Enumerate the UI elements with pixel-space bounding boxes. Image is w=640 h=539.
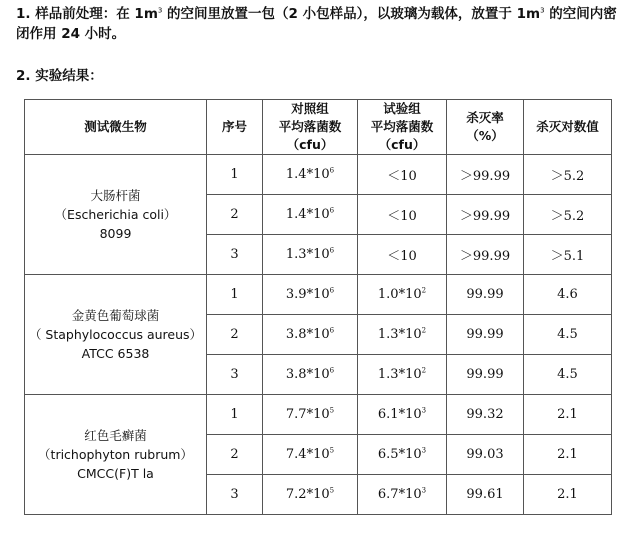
- header-test: [358, 100, 447, 155]
- test-cell: [358, 475, 447, 515]
- test-value: 1.3*10: [377, 327, 422, 342]
- log-cell: [524, 235, 612, 275]
- header-organism: 测试微生物: [25, 100, 207, 155]
- header-control-line2: 平均落菌数: [278, 119, 342, 134]
- log-value: 2.1: [557, 407, 578, 422]
- pretreatment-paragraph: [16, 4, 628, 44]
- control-exponent: 6: [329, 286, 335, 295]
- organism-strain: 8099: [99, 226, 132, 241]
- control-value: 7.7*10: [285, 407, 330, 422]
- organism-name-cn: 金黄色葡萄球菌: [71, 308, 160, 323]
- seq-value: 1: [230, 287, 239, 302]
- organism-strain: ATCC 6538: [81, 346, 150, 361]
- log-cell: [524, 315, 612, 355]
- control-exponent: 5: [329, 446, 335, 455]
- rate-cell: [447, 275, 524, 315]
- header-test-line2: 平均落菌数: [370, 119, 434, 134]
- log-value: ＞5.1: [550, 249, 585, 264]
- test-exponent: 2: [421, 366, 427, 375]
- header-test-line3: （cfu）: [378, 137, 426, 152]
- test-value: 6.5*10: [377, 447, 422, 462]
- results-heading: 2. 实验结果：: [16, 68, 103, 84]
- log-cell: [524, 395, 612, 435]
- log-cell: [524, 475, 612, 515]
- test-exponent: 2: [421, 326, 427, 335]
- rate-cell: [447, 435, 524, 475]
- rate-value: 99.99: [466, 327, 504, 342]
- test-value: 6.1*10: [377, 407, 422, 422]
- control-exponent: 5: [329, 406, 335, 415]
- rate-value: 99.32: [466, 407, 504, 422]
- rate-value: 99.03: [466, 447, 504, 462]
- log-cell: [524, 355, 612, 395]
- table-row: [25, 275, 612, 315]
- control-exponent: 6: [329, 366, 335, 375]
- seq-cell: [207, 355, 263, 395]
- rate-value: 99.99: [466, 367, 504, 382]
- log-value: 2.1: [557, 487, 578, 502]
- seq-value: 1: [230, 407, 239, 422]
- control-cell: [263, 435, 358, 475]
- test-cell: [358, 155, 447, 195]
- log-value: ＞5.2: [550, 169, 585, 184]
- seq-cell: [207, 395, 263, 435]
- header-control-line1: 对照组: [291, 101, 329, 116]
- control-value: 1.3*10: [285, 247, 330, 262]
- control-cell: [263, 315, 358, 355]
- cubic-superscript: 3: [540, 6, 545, 15]
- header-control-line3: （cfu）: [286, 137, 334, 152]
- test-exponent: 3: [421, 406, 427, 415]
- test-cell: [358, 235, 447, 275]
- log-value: ＞5.2: [550, 209, 585, 224]
- organism-cell: [25, 155, 207, 275]
- control-cell: [263, 475, 358, 515]
- control-exponent: 6: [329, 206, 335, 215]
- rate-cell: [447, 155, 524, 195]
- header-rate: [447, 100, 524, 155]
- log-cell: [524, 195, 612, 235]
- seq-value: 2: [230, 447, 239, 462]
- control-cell: [263, 355, 358, 395]
- control-cell: [263, 275, 358, 315]
- log-value: 4.5: [557, 367, 578, 382]
- test-cell: [358, 395, 447, 435]
- rate-value: 99.99: [466, 287, 504, 302]
- rate-value: ＞99.99: [459, 249, 511, 264]
- test-cell: [358, 275, 447, 315]
- log-value: 4.6: [557, 287, 578, 302]
- control-cell: [263, 235, 358, 275]
- organism-name-latin: （trichophyton rubrum）: [38, 447, 193, 462]
- rate-value: ＞99.99: [459, 209, 511, 224]
- table-row: [25, 395, 612, 435]
- control-value: 7.2*10: [285, 487, 330, 502]
- control-value: 3.9*10: [285, 287, 330, 302]
- rate-cell: [447, 395, 524, 435]
- seq-value: 2: [230, 327, 239, 342]
- control-cell: [263, 155, 358, 195]
- test-value: ＜10: [387, 249, 417, 264]
- test-exponent: 3: [421, 486, 427, 495]
- organism-cell: [25, 395, 207, 515]
- seq-value: 2: [230, 207, 239, 222]
- rate-cell: [447, 475, 524, 515]
- organism-name-cn: 红色毛癣菌: [84, 428, 147, 443]
- cubic-superscript: 3: [157, 6, 163, 15]
- seq-cell: [207, 435, 263, 475]
- control-value: 3.8*10: [285, 367, 330, 382]
- test-value: ＜10: [387, 209, 417, 224]
- rate-cell: [447, 355, 524, 395]
- log-cell: [524, 435, 612, 475]
- seq-cell: [207, 155, 263, 195]
- rate-cell: [447, 315, 524, 355]
- seq-value: 3: [230, 367, 239, 382]
- header-seq: 序号: [207, 100, 263, 155]
- test-exponent: 2: [421, 286, 427, 295]
- organism-name-latin: （Escherichia coli）: [54, 207, 177, 222]
- pretreatment-text-c: 的空间内密闭作用 24 小时。: [16, 6, 617, 42]
- rate-cell: [447, 235, 524, 275]
- log-cell: [524, 275, 612, 315]
- control-exponent: 6: [329, 326, 335, 335]
- test-value: ＜10: [387, 169, 417, 184]
- organism-name-latin: （ Staphylococcus aureus）: [28, 327, 203, 342]
- log-value: 2.1: [557, 447, 578, 462]
- control-value: 3.8*10: [285, 327, 330, 342]
- seq-cell: [207, 475, 263, 515]
- control-value: 1.4*10: [285, 167, 330, 182]
- pretreatment-text-a: 1. 样品前处理：在 1m: [16, 6, 158, 22]
- results-table: [24, 99, 612, 515]
- control-exponent: 6: [329, 246, 335, 255]
- header-control: [263, 100, 358, 155]
- control-cell: [263, 195, 358, 235]
- control-value: 7.4*10: [285, 447, 330, 462]
- log-value: 4.5: [557, 327, 578, 342]
- header-rate-line1: 杀灭率: [466, 110, 504, 125]
- test-cell: [358, 355, 447, 395]
- test-cell: [358, 195, 447, 235]
- control-exponent: 6: [329, 166, 335, 175]
- log-cell: [524, 155, 612, 195]
- test-cell: [358, 315, 447, 355]
- table-row: [25, 155, 612, 195]
- results-body: [25, 155, 612, 515]
- header-test-line1: 试验组: [383, 101, 421, 116]
- header-row: [25, 100, 612, 155]
- test-cell: [358, 435, 447, 475]
- test-value: 1.3*10: [377, 367, 422, 382]
- rate-value: ＞99.99: [459, 169, 511, 184]
- organism-cell: [25, 275, 207, 395]
- test-value: 1.0*10: [377, 287, 422, 302]
- seq-cell: [207, 235, 263, 275]
- test-exponent: 3: [421, 446, 427, 455]
- seq-cell: [207, 195, 263, 235]
- header-rate-line2: （%）: [466, 128, 504, 143]
- seq-value: 3: [230, 487, 239, 502]
- seq-value: 1: [230, 167, 239, 182]
- test-value: 6.7*10: [377, 487, 422, 502]
- seq-cell: [207, 315, 263, 355]
- control-cell: [263, 395, 358, 435]
- organism-name-cn: 大肠杆菌: [90, 188, 141, 203]
- seq-cell: [207, 275, 263, 315]
- control-value: 1.4*10: [285, 207, 330, 222]
- header-log: 杀灭对数值: [524, 100, 612, 155]
- rate-cell: [447, 195, 524, 235]
- pretreatment-text-b: 的空间里放置一包（2 小包样品），以玻璃为载体，放置于 1m: [162, 6, 541, 22]
- seq-value: 3: [230, 247, 239, 262]
- rate-value: 99.61: [466, 487, 504, 502]
- control-exponent: 5: [329, 486, 335, 495]
- organism-strain: CMCC(F)T la: [77, 466, 154, 481]
